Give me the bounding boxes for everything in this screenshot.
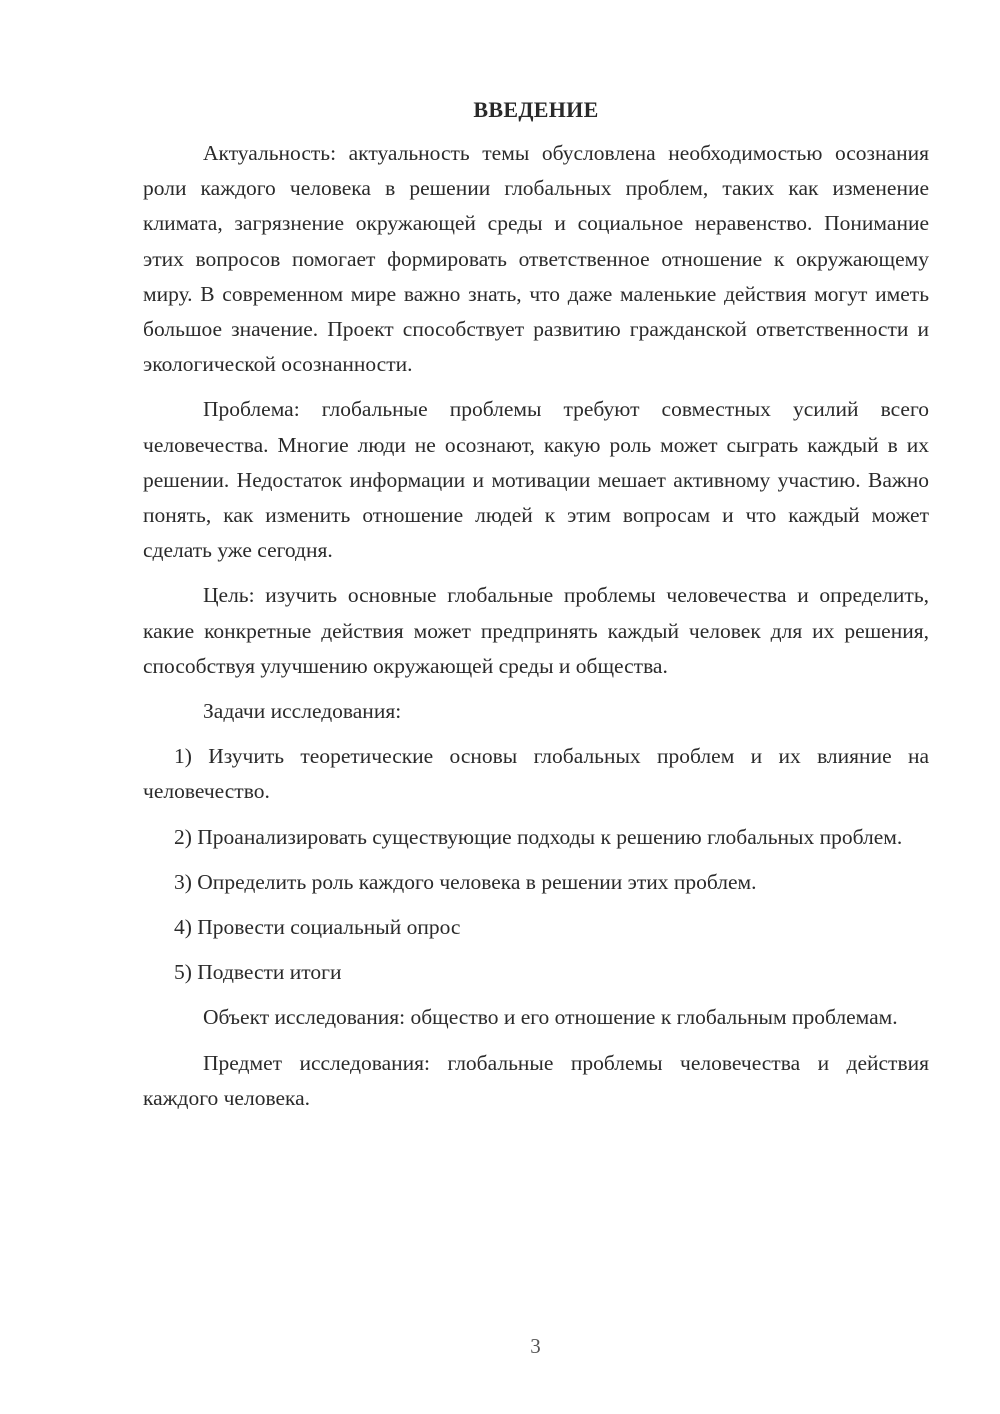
task-item-2: 2) Проанализировать существующие подходы к решению глобальных проблем. xyxy=(174,824,903,849)
relevance-paragraph: Актуальность: актуальность темы обусловлена необходимостью осознания роли каждого человека в решении глобальных проблем, таких как изменение климата, загрязнение окружающей среды и социальное неравенство. Понимание этих вопросов помогает формировать ответственное отношение к окружающему миру. В современном мире важно знать, что даже маленькие действия могут иметь большое значение. Проект способствует развитию гражданской ответственности и экологической осознанности. xyxy=(143,141,929,377)
task-item-5: 5) Подвести итоги xyxy=(174,960,342,985)
task-item-1: 1) Изучить теоретические основы глобальных проблем и их влияние на человечество. xyxy=(143,744,929,804)
problem-paragraph: Проблема: глобальные проблемы требуют совместных усилий всего человечества. Многие люди не осознают, какую роль может сыграть каждый в их решении. Недостаток информации и мотивации мешает активному участию. Важно понять, как изменить отношение людей к этим вопросам и что каждый может сделать уже сегодня. xyxy=(143,397,929,563)
page-number: 3 xyxy=(530,1334,541,1358)
tasks-heading: Задачи исследования: xyxy=(203,699,402,724)
research-object-paragraph: Объект исследования: общество и его отношение к глобальным проблемам. xyxy=(203,1005,898,1030)
goal-paragraph: Цель: изучить основные глобальные проблемы человечества и определить, какие конкретные действия может предпринять каждый человек для их решения, способствуя улучшению окружающей среды и общества. xyxy=(143,583,929,678)
research-subject-paragraph: Предмет исследования: глобальные проблемы человечества и действия каждого человека. xyxy=(143,1050,929,1110)
document-page xyxy=(143,92,929,1116)
task-item-3: 3) Определить роль каждого человека в решении этих проблем. xyxy=(174,869,757,894)
task-item-4: 4) Провести социальный опрос xyxy=(174,915,461,940)
section-title: ВВЕДЕНИЕ xyxy=(473,97,599,122)
